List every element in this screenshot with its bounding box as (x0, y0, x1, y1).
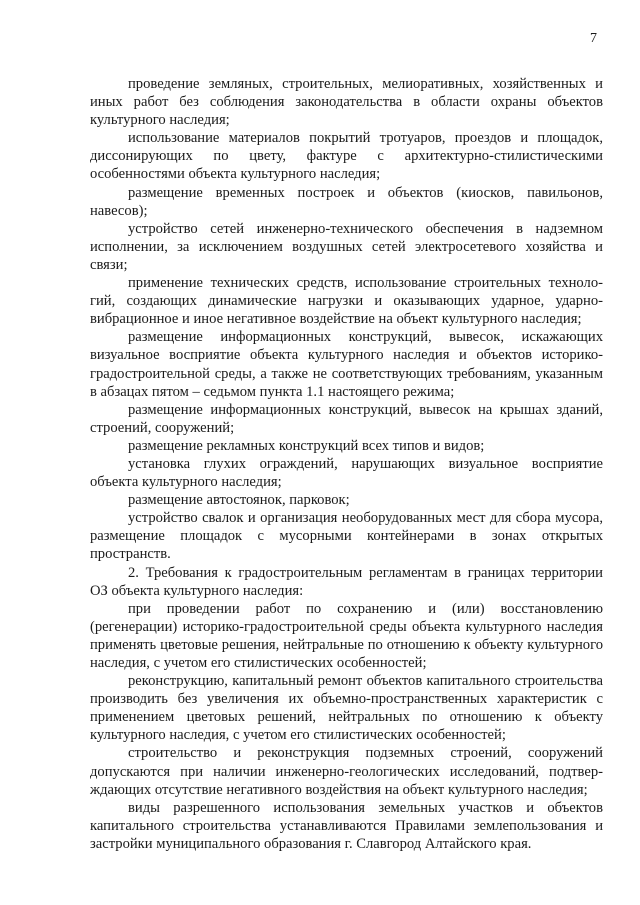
paragraph-16: виды разрешенного использования земельных участков и объектов капитального строительства устанавливаются Правилами землепользования и застройки муниципального образования г. Славгород Алтайского края. (90, 799, 603, 852)
paragraph-1: проведение земляных, строительных, мелиоративных, хозяйственных и иных работ без соблюдения законодательства в области охраны объектов культурного наследия; (90, 76, 603, 129)
paragraph-7: размещение информационных конструкций, вывесок на крышах зданий, строений, сооружений; (90, 401, 603, 436)
paragraph-5: применение технических средств, использование строительных технологий, создающих динамические нагрузки и оказывающих ударное, ударно-вибрационное и иное негативное воздействие на объект культурного наследия; (90, 275, 603, 328)
paragraph-8: размещение рекламных конструкций всех типов и видов; (128, 437, 485, 454)
paragraph-9: установка глухих ограждений, нарушающих визуальное восприятие объекта культурного наследия; (90, 455, 603, 491)
paragraph-14: реконструкцию, капитальный ремонт объектов капитального строительства производить без увеличения их объемно-пространственных характеристик с применением цветовых решений, нейтральных по отношению к объекту культурного наследия, с учетом его стилистических особенностей; (90, 673, 603, 744)
paragraph-15: строительство и реконструкция подземных строений, сооружений допускаются при наличии инженерно-геологических исследований, подтверждающих отсутствие негативного воздействия на объект культурного наследия; (90, 745, 603, 798)
paragraph-2: использование материалов покрытий тротуаров, проездов и площадок, диссонирующих по цвету, фактуре с архитектурно-стилистическими особенностями объекта культурного наследия; (90, 130, 603, 183)
page-number: 7 (590, 31, 597, 46)
paragraph-10: размещение автостоянок, парковок; (128, 492, 350, 509)
document-body (90, 75, 603, 853)
paragraph-6: размещение информационных конструкций, вывесок, искажающих визуальное восприятие объекта культурного наследия и объектов историко-градостроительной среды, а также не соответствующих требованиям, указанным в абзацах пятом – седьмом пункта 1.1 настоящего режима; (90, 329, 603, 400)
paragraph-3: размещение временных построек и объектов (киосков, павильонов, навесов); (90, 184, 603, 219)
paragraph-13: при проведении работ по сохранению и (или) восстановлению (регенерации) историко-градостроительной среды объекта культурного наследия применять цветовые решения, нейтральные по отношению к объекту культурного наследия, с учетом его стилистических особенностей; (90, 600, 603, 671)
paragraph-11: устройство свалок и организация необорудованных мест для сбора мусора, размещение площадок с мусорными контейнерами в зонах открытых пространств. (90, 510, 603, 563)
section-2-heading: 2. Требования к градостроительным регламентам в границах территории ОЗ объекта культурного наследия: (90, 564, 603, 599)
paragraph-4: устройство сетей инженерно-технического обеспечения в надземном исполнении, за исключением воздушных сетей электросетевого хозяйства и связи; (90, 220, 603, 273)
